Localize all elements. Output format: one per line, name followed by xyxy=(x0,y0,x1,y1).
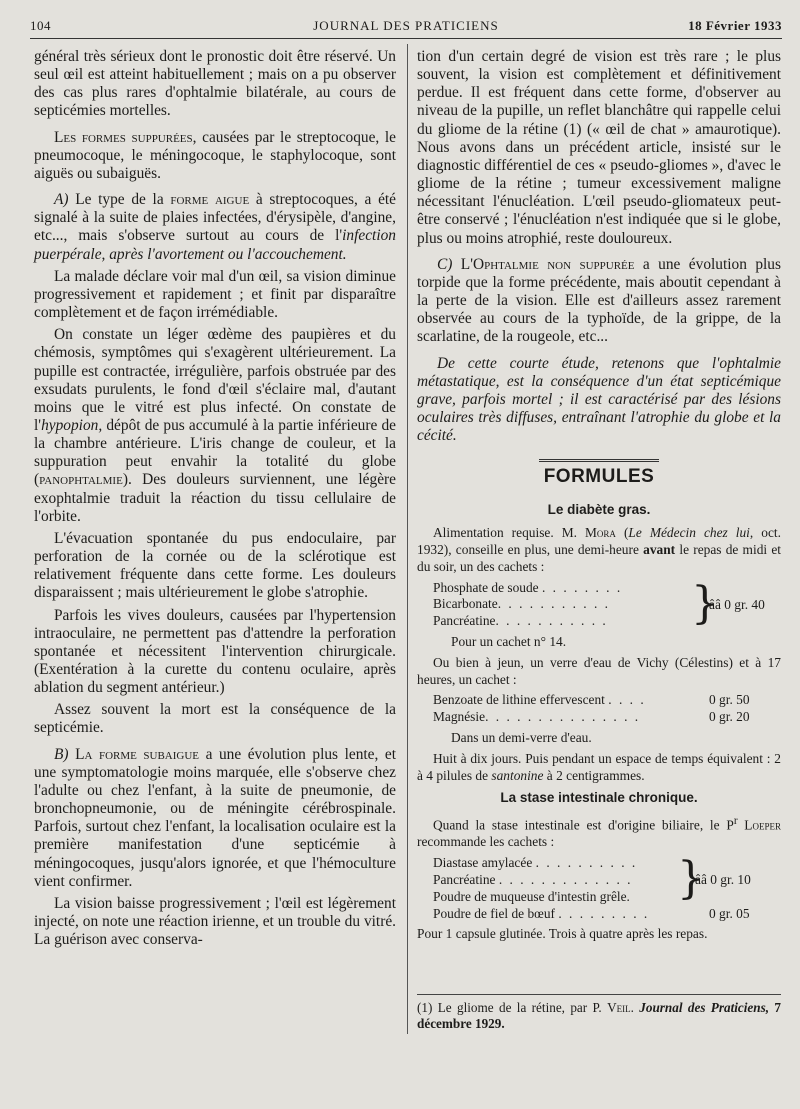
footnote: (1) Le gliome de la rétine, par P. Veil. Journal des Praticiens, 7 décembre 1929. xyxy=(417,994,781,1032)
formula-intro: Quand la stase intestinale est d'origine biliaire, le $P^r$ Loeper recommande les cachets : xyxy=(417,815,781,850)
prescription-block xyxy=(417,855,781,922)
paragraph: La malade déclare voir mal d'un œil, sa vision diminue progressivement et rapidement ; et finit par disparaître complètement et de façon irrémédiable. xyxy=(34,267,396,322)
prescription-line: Benzoate de lithine effervescent . . . . 0 gr. 50 xyxy=(433,692,750,708)
column-divider xyxy=(407,44,408,1034)
prescription-line: Magnésie. . . . . . . . . . . . . . . 0 gr. 20 xyxy=(433,709,750,725)
prescription-line: Bicarbonate. . . . . . . . . . . xyxy=(433,596,611,612)
paragraph: La vision baisse progressivement ; l'œil est légèrement injecté, on note une réaction irienne, et un trouble du vitré. La guérison avec conserva- xyxy=(34,894,396,949)
prescription-line: Poudre de muqueuse d'intestin grêle. xyxy=(433,888,630,904)
formula-title: Le diabète gras. xyxy=(547,502,651,518)
header-rule xyxy=(30,38,782,39)
left-column xyxy=(34,48,396,953)
right-column xyxy=(417,48,781,947)
issue-date: 18 Février 1933 xyxy=(688,18,782,33)
running-header xyxy=(30,14,782,36)
prescription-line: Pancréatine. . . . . . . . . . . xyxy=(433,613,608,629)
formula-intro: Alimentation requise. M. Mora (Le Médecin chez lui, oct. 1932), conseille en plus, une demi-heure avant le repas de midi et du soir, un des cachets : xyxy=(417,525,781,574)
paragraph-forme-subaigue: B) La forme subaigue a une évolution plus lente, et une symptomatologie moins marquée, elle s'observe chez l'adulte ou chez l'enfant, à la suite de pneumonie, de bronchopneumonie, ou de méningite cérébrospinale. Parfois, surtout chez l'enfant, la localisation oculaire est la première manifestation d'une septicémie à méningocoques, jusqu'alors ignorée, et que l'hémoculture vient confirmer. xyxy=(34,745,397,890)
page-number: 104 xyxy=(30,18,51,33)
paragraph: On constate un léger œdème des paupières et du chémosis, symptômes qui s'exagèrent ultérieurement. La pupille est contractée, irrégulière, parfois obstruée par des exsudats purulents, le fond d'œil s'éclaire mal, d'autant moins que le vitré est plus infecté. On constate de l'hypopion, dépôt de pus accumulé à la partie inférieure de la chambre antérieure. L'iris change de couleur, et la suppuration peut envahir la totalité du globe (panophtalmie). Des douleurs surviennent, une légère exophtalmie traduit la réaction du tissu cellulaire de l'orbite. xyxy=(34,326,396,525)
formula-text: Ou bien à jeun, un verre d'eau de Vichy (Célestins) et à 17 heures, un cachet : xyxy=(417,654,781,687)
paragraph-ophtalmie-non-suppuree: C) L'Ophtalmie non suppurée a une évolution plus torpide que la forme précédente, mais aboutit cependant à la perte de la vision. Elle est d'ailleurs assez rarement observée au cours de la typhoïde, de la grippe, de la scarlatine, de la rougeole, etc... xyxy=(417,255,781,346)
prescription-block xyxy=(417,692,781,726)
prescription-block xyxy=(417,577,781,630)
formula-diabete xyxy=(417,502,781,784)
conclusion-paragraph: De cette courte étude, retenons que l'ophtalmie métastatique, est la conséquence d'un état septicémique grave, parfois mortel ; il est caractérisé par des lésions oculaires très diffuses, entraînant l'atrophie du globe et la cécité. xyxy=(417,354,781,445)
brace: } xyxy=(691,577,719,629)
prescription-note: Pour un cachet n° 14. xyxy=(451,634,567,650)
paragraph: L'évacuation spontanée du pus endoculaire, par perforation de la cornée ou de la sclérotique est relativement fréquente dans cette forme. Les douleurs disparaissent ; mais ultérieurement le globe s'atrophie. xyxy=(34,529,396,602)
dose: ââ 0 gr. 40 xyxy=(709,596,765,612)
formula-text: Huit à dix jours. Puis pendant un espace de temps équivalent : 2 à 4 pilules de santonine à 2 centigrammes. xyxy=(417,750,781,783)
formula-text: Pour 1 capsule glutinée. Trois à quatre après les repas. xyxy=(417,926,708,942)
formula-title: La stase intestinale chronique. xyxy=(500,790,698,806)
dose: ââ 0 gr. 10 xyxy=(695,872,751,888)
prescription-line: Diastase amylacée . . . . . . . . . . xyxy=(433,855,638,871)
section-title: FORMULES xyxy=(543,466,655,488)
paragraph: général très sérieux dont le pronostic doit être réservé. Un seul œil est atteint habituellement ; mais on a pu observer des cas plus rares d'ophtalmie bilatérale, au cours de septicémies mortelles. xyxy=(34,48,396,120)
paragraph: Parfois les vives douleurs, causées par l'hypertension intraoculaire, ne permettent pas d'attendre la perforation spontanée et nécessitent l'intervention chirurgicale. (Exentération à la curette du contenu oculaire, après ablation du segment antérieur.) xyxy=(34,606,396,697)
journal-title: JOURNAL DES PRATICIENS xyxy=(313,18,499,33)
prescription-note: Dans un demi-verre d'eau. xyxy=(451,730,592,745)
brace: } xyxy=(677,853,705,905)
paragraph-formes-suppurees: Les formes suppurées, causées par le streptocoque, le pneumocoque, le méningocoque, le staphylocoque, sont aiguës ou subaiguës. xyxy=(34,128,396,182)
prescription-line: Pancréatine . . . . . . . . . . . . . xyxy=(433,872,633,888)
prescription-line: Poudre de fiel de bœuf . . . . . . . . . 0 gr. 05 xyxy=(433,905,750,921)
paragraph-forme-aigue: A) Le type de la forme aigue à streptocoques, a été signalé à la suite de plaies infectées, d'érysipèle, d'angine, etc..., mais s'observe surtout au cours de l'infection puerpérale, après l'avortement ou l'accouchement. xyxy=(34,191,397,263)
paragraph: tion d'un certain degré de vision est très rare ; le plus souvent, la vision est complètement et définitivement perdue. Il est fréquent dans cette forme, d'observer au niveau de la pupille, un reflet blanchâtre qui rappelle celui du gliome de la rétine (1) (« œil de chat » amaurotique). Nous avons dans un précédent article, insisté sur le diagnostic différentiel de ces « pseudo-gliomes », d'avec le gliome de la rétine ; tumeur excessivement maligne nécessitant l'énucléation. L'œil pseudo-gliomateux peut-être conservé ; l'énucléation n'est indiquée que si le globe, plus ou moins atrophié, reste douloureux. xyxy=(417,48,781,247)
prescription-line: Phosphate de soude . . . . . . . . xyxy=(433,579,623,595)
section-rule xyxy=(539,459,659,462)
formula-stase xyxy=(417,790,781,943)
paragraph: Assez souvent la mort est la conséquence de la septicémie. xyxy=(34,701,396,737)
